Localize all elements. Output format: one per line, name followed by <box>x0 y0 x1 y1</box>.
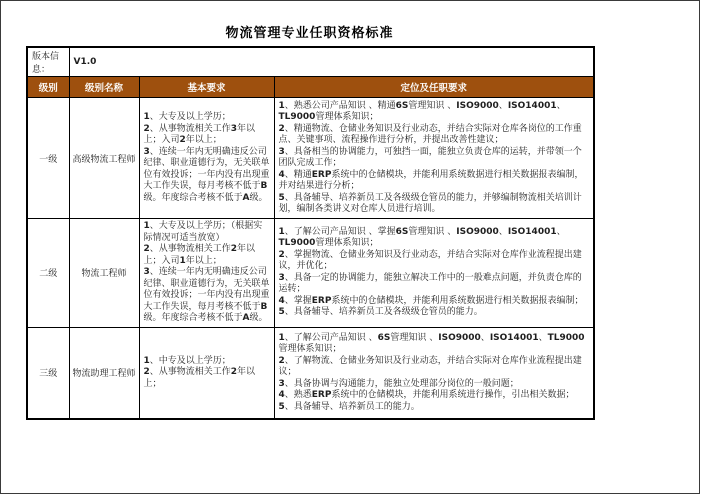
version-label: 版本信息： <box>27 47 69 77</box>
qualification-table <box>26 46 595 420</box>
table-row-level-3 <box>27 327 594 419</box>
version-row <box>27 47 594 77</box>
requirement-item: 4、精通ERP系统中的仓储模块，并能利用系统数据进行相关数据报表编制，并对结果进行分析； <box>278 169 584 191</box>
level-cell: 三级 <box>27 327 69 419</box>
level-name-cell: 高级物流工程师 <box>69 98 139 219</box>
requirement-item: 1、了解公司产品知识 、6S管理知识 、ISO9000、ISO14001、TL9000管理体系知识； <box>278 332 585 354</box>
basic-requirements-cell <box>139 98 274 219</box>
requirement-item: 1、大专及以上学历； <box>143 112 231 122</box>
requirement-item: 2、从事物流相关工作2年以上； <box>143 367 256 389</box>
page-title: 物流管理专业任职资格标准 <box>225 26 394 41</box>
level-cell: 二级 <box>27 219 69 328</box>
column-header-position-requirements: 定位及任职要求 <box>274 77 594 98</box>
requirement-item: 3、具备相当的协调能力，可独挡一面，能独立负责仓库的运转，并带领一个团队完成工作； <box>278 146 582 168</box>
requirement-item: 4、掌握ERP系统中的仓储模块，并能利用系统数据进行相关数据报表编制； <box>278 295 584 306</box>
requirement-item: 1、了解公司产品知识 、掌握6S管理知识 、ISO9000、ISO14001、TL9000管理体系知识； <box>278 226 566 249</box>
requirement-item: 2、了解物流、仓储业务知识及行业动态，并结合实际对仓库作业流程提出建议； <box>278 355 582 377</box>
requirement-item: 1、中专及以上学历； <box>143 355 231 366</box>
basic-requirements-cell <box>139 327 274 419</box>
basic-requirements-cell <box>139 219 274 328</box>
requirement-item: 1、大专及以上学历；（根据实际情况可适当放宽） <box>143 221 263 243</box>
requirement-item: 2、掌握物流、仓储业务知识及行业动态，并结合实际对仓库作业流程提出建议，并优化； <box>278 249 582 272</box>
requirement-item: 3、连续一年内无明确违反公司纪律、职业道德行为，无关联单位有效投诉；一年内没有出现重大工作失误，每月考核不低于B级。年度综合考核不低于A级。 <box>143 267 270 323</box>
level-name-cell: 物流助理工程师 <box>69 327 139 419</box>
requirement-item: 3、具备一定的协调能力，能独立解决工作中的一般难点问题，并负责仓库的运转； <box>278 272 582 295</box>
requirement-item: 2、精通物流、仓储业务知识及行业动态，并结合实际对仓库各岗位的工作重点、关键事项、流程操作进行分析，并提出改善性建议； <box>278 123 582 145</box>
requirement-item: 1、熟悉公司产品知识 、精通6S管理知识 、ISO9000、ISO14001、TL9000管理体系知识； <box>278 100 566 122</box>
table-header-row <box>27 77 594 98</box>
requirement-item: 5、具备辅导、培养新员工及各级级仓管员的能力，并够编制物流相关培训计划，编制各类讲义对仓库人员进行培训。 <box>278 192 582 214</box>
requirement-item: 5、具备辅导、培养新员工及各级级仓管员的能力。 <box>278 307 483 318</box>
table-row-level-2 <box>27 219 594 328</box>
level-name-cell: 物流工程师 <box>69 219 139 328</box>
column-header-level: 级别 <box>27 77 69 98</box>
requirement-item: 3、连续一年内无明确违反公司纪律、职业道德行为，无关联单位有效投诉；一年内没有出现重大工作失误，每月考核不低于B级。年度综合考核不低于A级。 <box>143 146 270 203</box>
position-requirements-cell <box>274 327 594 419</box>
table-row-level-1 <box>27 98 594 219</box>
requirement-item: 5、具备辅导、培养新员工的能力。 <box>278 401 420 412</box>
requirement-item: 4、熟悉ERP系统中的仓储模块，并能利用系统进行操作，引出相关数据； <box>278 390 575 400</box>
column-header-basic-requirements: 基本要求 <box>139 77 274 98</box>
version-value: V1.0 <box>69 47 594 77</box>
position-requirements-cell <box>274 219 594 328</box>
level-cell: 一级 <box>27 98 69 219</box>
column-header-level-name: 级别名称 <box>69 77 139 98</box>
position-requirements-cell <box>274 98 594 219</box>
requirement-item: 2、从事物流相关工作2年以上；入司1年以上； <box>143 244 256 266</box>
requirement-item: 2、从事物流相关工作3年以上；入司2年以上； <box>143 123 256 145</box>
requirement-item: 3、具备协调与沟通能力，能独立处理部分岗位的一般问题； <box>278 378 519 389</box>
